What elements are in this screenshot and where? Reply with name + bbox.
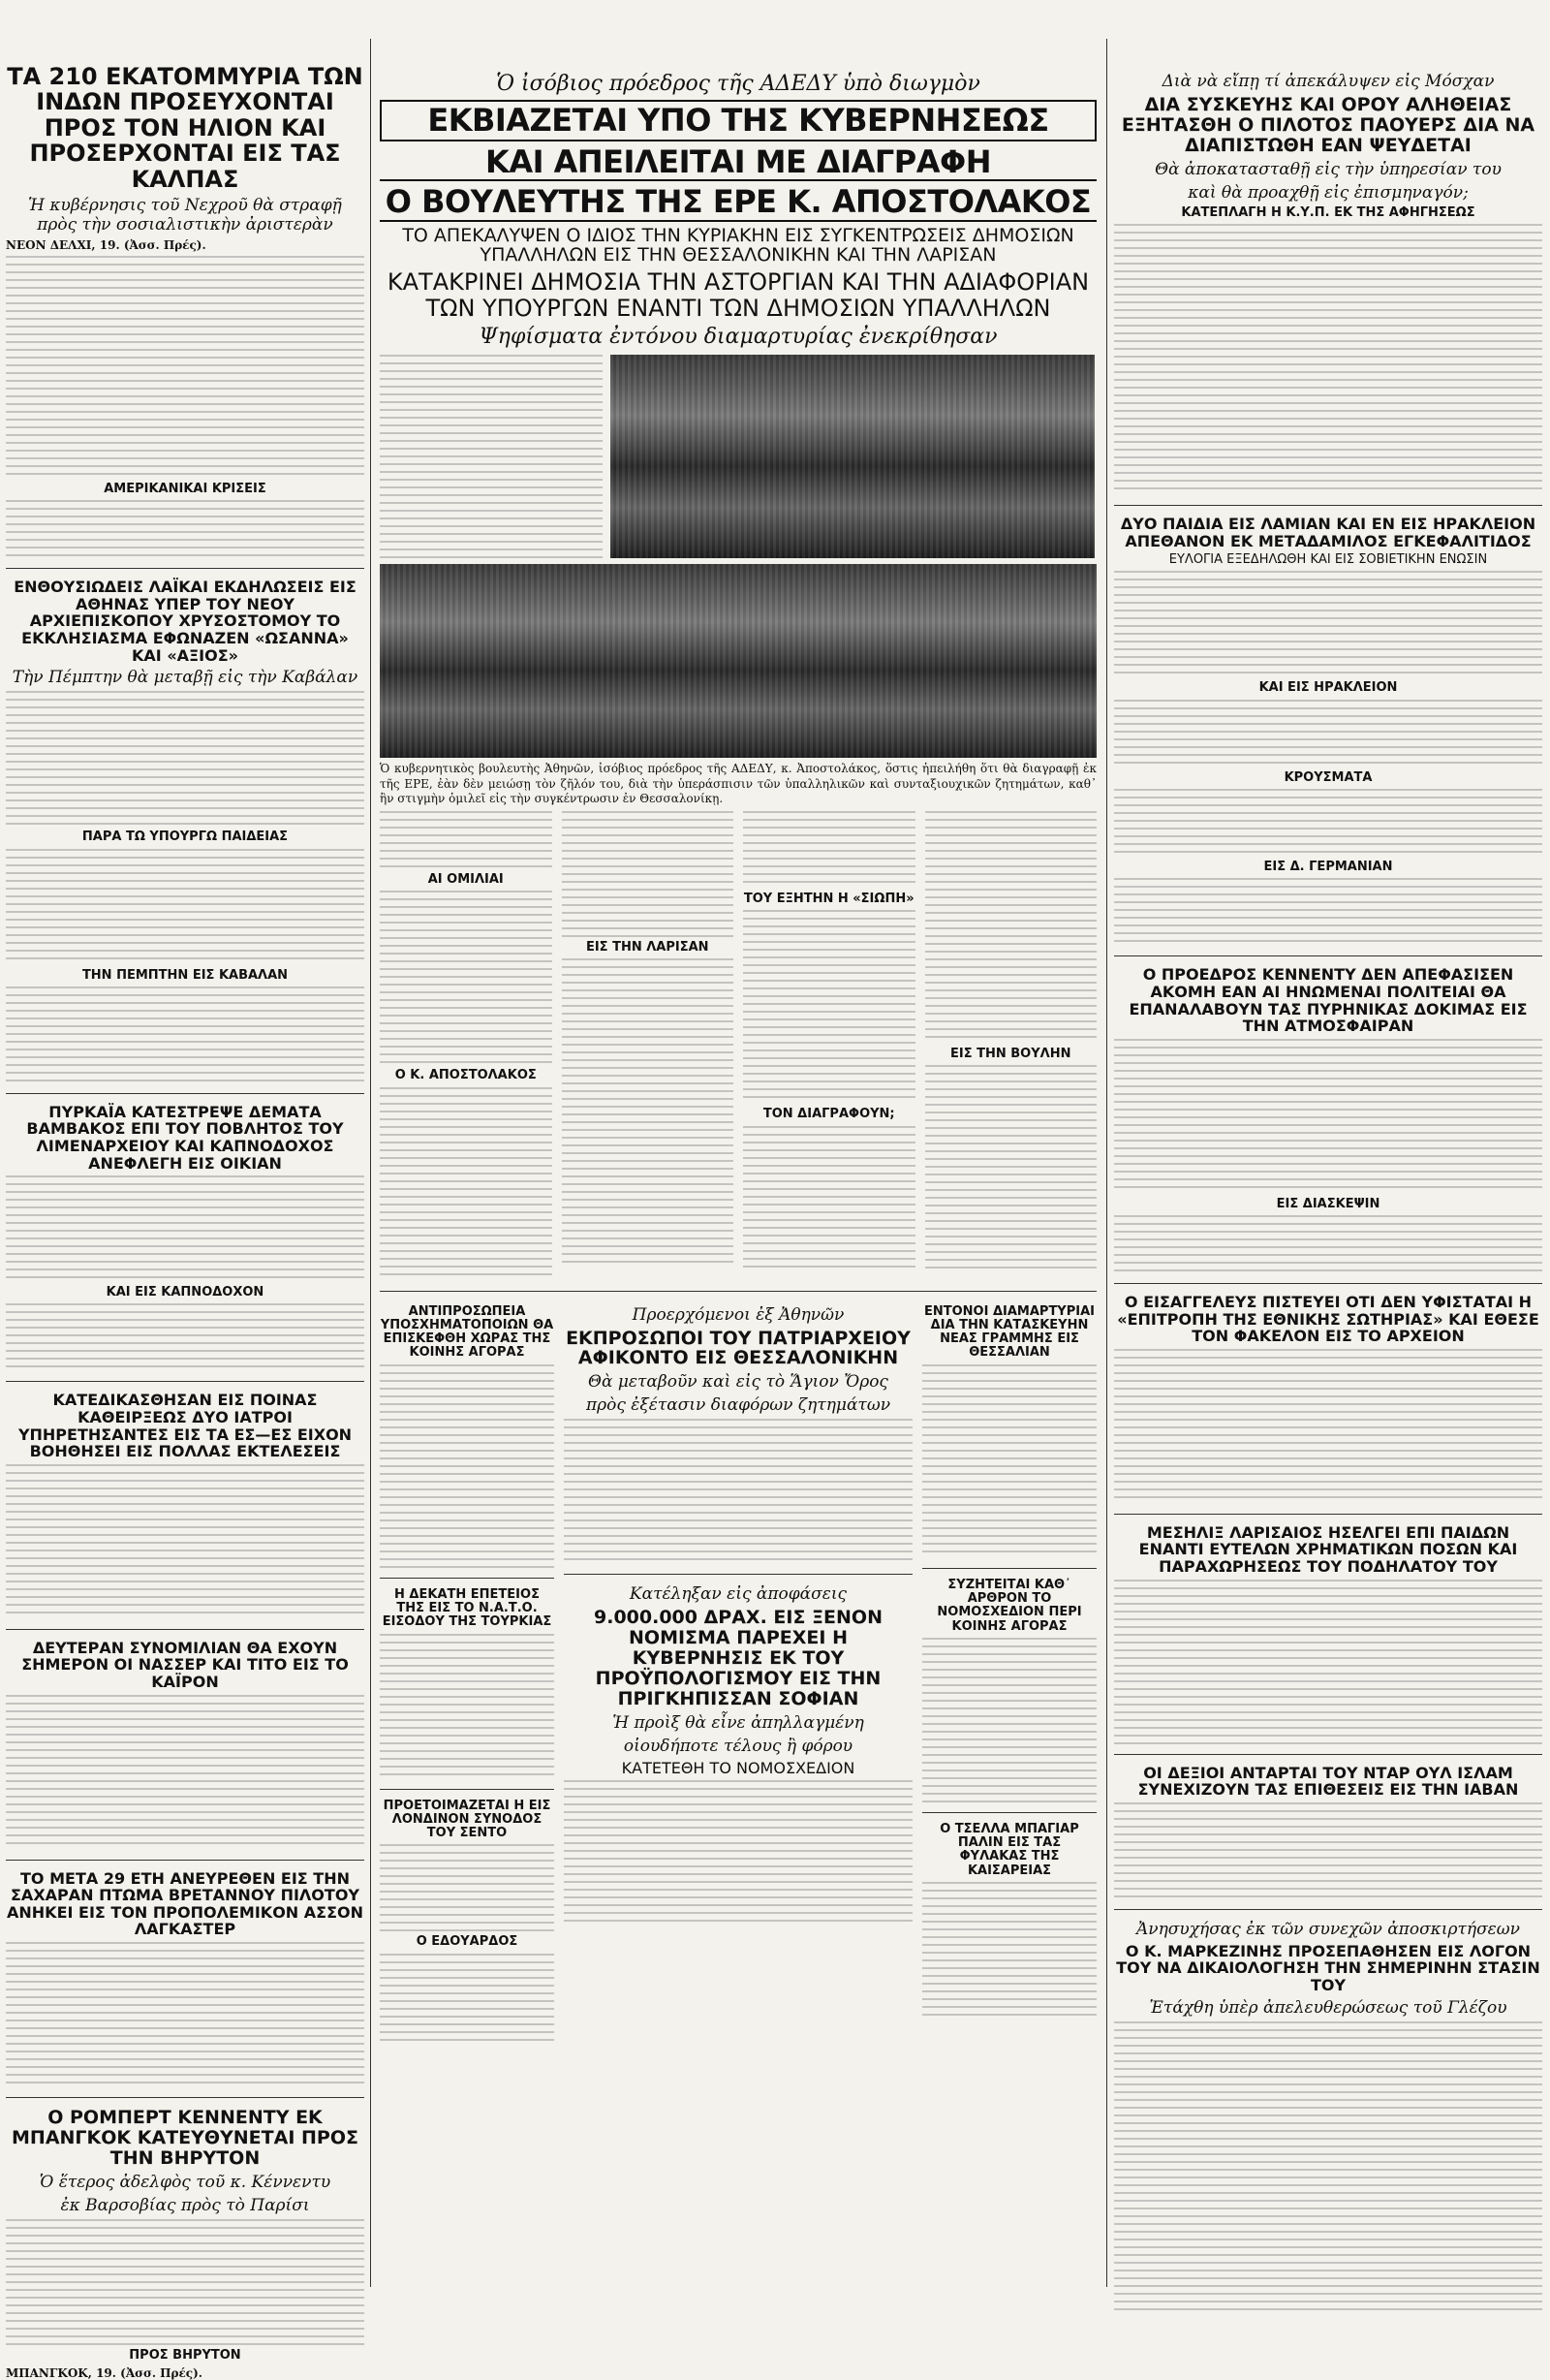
text-block [743,1126,915,1271]
right-article-1-headline: ΔΙΑ ΣΥΣΚΕΥΗΣ ΚΑΙ ΟΡΟΥ ΑΛΗΘΕΙΑΣ ΕΞΗΤΑΣΘΗ Ο ΠΙΛΟΤΟΣ ΠΑΟΥΕΡΣ ΔΙΑ ΝΑ ΔΙΑΠΙΣΤΩΘΗ ΕΑΝ ΨΕΥΔΕΤΑΙ [1121,94,1535,156]
divider [6,2097,364,2098]
lead-headline-3: Ο ΒΟΥΛΕΥΤΗΣ ΤΗΣ ΕΡΕ Κ. ΑΠΟΣΤΟΛΑΚΟΣ [380,185,1097,221]
section-heading: Ο ΕΔΟΥΑΡΔΟΣ [416,1934,518,1950]
divider [380,1578,554,1579]
text-block [380,355,603,558]
left-article-2-headline: ΕΝΘΟΥΣΙΩΔΕΙΣ ΛΑΪΚΑΙ ΕΚΔΗΛΩΣΕΙΣ ΕΙΣ ΑΘΗΝΑΣ ΥΠΕΡ ΤΟΥ ΝΕΟΥ ΑΡΧΙΕΠΙΣΚΟΠΟΥ ΧΡΥΣΟΣΤΟΜΟΥ ΤΟ ΕΚΚΛΗΣΙΑΣΜΑ ΕΦΩΝΑΖΕΝ «ΩΣΑΝΝΑ» ΚΑΙ «ΑΞΙΟΣ» [14,578,356,665]
text-block [564,1419,913,1564]
lower-center [380,1301,1097,2045]
left-article-2-subhead: Τὴν Πέμπτην θὰ μεταβῇ εἰς τὴν Καβάλαν [12,668,358,688]
section-heading: ΚΑΤΕΠΛΑΓΗ Η Κ.Υ.Π. ΕΚ ΤΗΣ ΑΦΗΓΗΣΕΩΣ [1181,204,1475,220]
left-article-6-headline: ΤΟ ΜΕΤΑ 29 ΕΤΗ ΑΝΕΥΡΕΘΕΝ ΕΙΣ ΤΗΝ ΣΑΧΑΡΑΝ ΠΤΩΜΑ ΒΡΕΤΑΝΝΟΥ ΠΙΛΟΤΟΥ ΑΝΗΚΕΙ ΕΙΣ ΤΟΝ ΠΡΟΠΟΛΕΜΙΚΟΝ ΑΣΣΟΝ ΛΑΓΚΑΣΤΕΡ [7,1868,363,1939]
lead-headline-1: ΕΚΒΙΑΖΕΤΑΙ ΥΠΟ ΤΗΣ ΚΥΒΕΡΝΗΣΕΩΣ [380,100,1097,141]
lead-col [743,811,915,1281]
text-block [925,811,1098,1044]
text-block [1114,571,1542,677]
lower-col-3 [922,1301,1097,2045]
article-headline: ΑΝΤΙΠΡΟΣΩΠΕΙΑ ΥΠΟΣΧΗΜΑΤΟΠΟΙΩΝ ΘΑ ΕΠΙΣΚΕΦΘΗ ΧΩΡΑΣ ΤΗΣ ΚΟΙΝΗΣ ΑΓΟΡΑΣ [380,1303,554,1361]
text-block [1114,1039,1542,1194]
dateline: ΝΕΟΝ ΔΕΛΧΙ, 19. (Ἀσσ. Πρές). [6,237,206,252]
text-block [380,1364,554,1568]
column-rule [370,39,371,2287]
text-block [6,1303,364,1371]
news-photo [610,355,1095,558]
right-article-7-headline: Ο Κ. ΜΑΡΚΕΖΙΝΗΣ ΠΡΟΣΕΠΑΘΗΣΕΝ ΕΙΣ ΛΟΓΟΝ ΤΟΥ ΝΑ ΔΙΚΑΙΟΛΟΓΗΣΗ ΤΗΝ ΣΗΜΕΡΙΝΗΝ ΣΤΑΣΙΝ ΤΟΥ [1116,1941,1540,1994]
section-heading: Ο Κ. ΑΠΟΣΤΟΛΑΚΟΣ [394,1068,537,1083]
section-heading: ΤΟΝ ΔΙΑΓΡΑΦΟΥΝ; [762,1107,895,1122]
text-block [6,2219,364,2345]
text-block [1114,1802,1542,1899]
article-subhead: Θὰ μεταβοῦν καὶ εἰς τὸ Ἅγιον Ὄρος [588,1372,888,1393]
left-column [6,0,364,2380]
left-article-7-subhead: ἐκ Βαρσοβίας πρὸς τὸ Παρίσι [60,2195,310,2215]
text-block [564,1780,913,1926]
section-heading: ΕΙΣ ΔΙΑΣΚΕΨΙΝ [1276,1196,1380,1211]
lead-kicker: Ὁ ἰσόβιος πρόεδρος τῆς ΑΔΕΔΥ ὑπὸ διωγμὸν [496,72,980,96]
right-article-5-headline: ΜΕΣΗΛΙΞ ΛΑΡΙΣΑΙΟΣ ΗΣΕΛΓΕΙ ΕΠΙ ΠΑΙΔΩΝ ΕΝΑΝΤΙ ΕΥΤΕΛΩΝ ΧΡΗΜΑΤΙΚΩΝ ΠΟΣΩΝ ΚΑΙ ΠΑΡΑΧΩΡΗΣΕΩΣ ΤΟΥ ΠΟΔΗΛΑΤΟΥ ΤΟΥ [1138,1522,1518,1576]
section-heading: ΕΙΣ ΤΗΝ ΛΑΡΙΣΑΝ [585,939,709,955]
section-heading: ΚΡΟΥΣΜΑΤΑ [1284,769,1373,785]
right-article-3-headline: Ο ΠΡΟΕΔΡΟΣ ΚΕΝΝΕΝΤΥ ΔΕΝ ΑΠΕΦΑΣΙΣΕΝ ΑΚΟΜΗ ΕΑΝ ΑΙ ΗΝΩΜΕΝΑΙ ΠΟΛΙΤΕΙΑΙ ΘΑ ΕΠΑΝΑΛΑΒΟΥΝ ΤΑΣ ΠΥΡΗΝΙΚΑΣ ΔΟΚΙΜΑΣ ΕΙΣ ΤΗΝ ΑΤΜΟΣΦΑΙΡΑΝ [1129,965,1528,1036]
divider [1114,1909,1542,1910]
article-subhead: πρὸς ἐξέτασιν διαφόρων ζητημάτων [585,1395,891,1416]
text-block [6,691,364,827]
right-article-1-kicker: Διὰ νὰ εἴπῃ τί ἀπεκάλυψεν εἰς Μόσχαν [1162,72,1495,91]
article-subhead: οἱουδήποτε τέλους ἢ φόρου [623,1736,853,1756]
text-block [922,1882,1097,2018]
section-heading: ΠΡΟΣ ΒΗΡΥΤΟΝ [129,2347,241,2363]
text-block [380,1844,554,1931]
article-headline: ΠΡΟΕΤΟΙΜΑΖΕΤΑΙ Η ΕΙΣ ΛΟΝΔΙΝΟΝ ΣΥΝΟΔΟΣ ΤΟΥ ΣΕΝΤΟ [383,1798,551,1841]
lead-deck-3: Ψηφίσματα ἐντόνου διαμαρτυρίας ἐνεκρίθησαν [479,325,998,350]
divider [6,1629,364,1630]
left-article-1-headline: ΤΑ 210 ΕΚΑΤΟΜΜΥΡΙΑ ΤΩΝ ΙΝΔΩΝ ΠΡΟΣΕΥΧΟΝΤΑΙ ΠΡΟΣ ΤΟΝ ΗΛΙΟΝ ΚΑΙ ΠΡΟΣΕΡΧΟΝΤΑΙ ΕΙΣ ΤΑΣ ΚΑΛΠΑΣ [7,63,363,193]
text-block [743,811,915,889]
left-article-7-subhead: Ὁ ἕτερος ἀδελφὸς τοῦ κ. Κέννεντυ [39,2172,331,2192]
text-block [743,910,915,1104]
lower-col-1 [380,1301,554,2045]
divider [6,1381,364,1382]
dateline: ΜΠΑΝΓΚΟΚ, 19. (Ἀσσ. Πρές). [6,2365,202,2380]
text-block [380,891,552,1065]
left-article-1-subhead: Ἡ κυβέρνησις τοῦ Νεχροῦ θὰ στραφῇ πρὸς τὴν σοσιαλιστικὴν ἀριστερὰν [28,195,342,235]
divider [380,1291,1097,1292]
divider [922,1568,1097,1569]
text-block [562,811,734,937]
text-block [6,256,364,479]
text-block [6,1175,364,1282]
article-headline: ΕΚΠΡΟΣΩΠΟΙ ΤΟΥ ΠΑΤΡΙΑΡΧΕΙΟΥ ΑΦΙΚΟΝΤΟ ΕΙΣ ΘΕΣΣΑΛΟΝΙΚΗΝ [566,1327,911,1369]
left-article-5-headline: ΔΕΥΤΕΡΑΝ ΣΥΝΟΜΙΛΙΑΝ ΘΑ ΕΧΟΥΝ ΣΗΜΕΡΟΝ ΟΙ ΝΑΣΣΕΡ ΚΑΙ ΤΙΤΟ ΕΙΣ ΤΟ ΚΑΪΡΟΝ [21,1638,349,1692]
lead-headline-2: ΚΑΙ ΑΠΕΙΛΕΙΤΑΙ ΜΕ ΔΙΑΓΡΑΦΗ [380,145,1097,181]
crowd-photo [380,564,1097,758]
text-block [6,500,364,558]
right-column [1114,0,1542,2316]
text-block [1114,878,1542,946]
text-block [562,958,734,1268]
section-heading: ΑΜΕΡΙΚΑΝΙΚΑΙ ΚΡΙΣΕΙΣ [104,481,266,496]
section-heading: ΑΙ ΟΜΙΛΙΑΙ [427,871,504,887]
text-block [1114,224,1542,495]
text-block [1114,789,1542,857]
lead-columns [380,811,1097,1281]
lead-deck-1: ΤΟ ΑΠΕΚΑΛΥΨΕΝ Ο ΙΔΙΟΣ ΤΗΝ ΚΥΡΙΑΚΗΝ ΕΙΣ ΣΥΓΚΕΝΤΡΩΣΕΙΣ ΔΗΜΟΣΙΩΝ ΥΠΑΛΛΗΛΩΝ ΕΙΣ ΤΗΝ ΘΕΣΣΑΛΟΝΙΚΗΝ ΚΑΙ ΤΗΝ ΛΑΡΙΣΑΝ [402,224,1074,266]
text-block [1114,700,1542,767]
text-block [380,811,552,869]
lead-body-row [380,355,1097,558]
divider [1114,505,1542,506]
text-block [1114,1215,1542,1273]
divider [6,1860,364,1861]
text-block [6,849,364,965]
article-headline: Η ΔΕΚΑΤΗ ΕΠΕΤΕΙΟΣ ΤΗΣ ΕΙΣ ΤΟ Ν.Α.Τ.Ο. ΕΙΣΟΔΟΥ ΤΗΣ ΤΟΥΡΚΙΑΣ [382,1586,552,1630]
center-column [380,0,1097,2045]
divider [1114,955,1542,956]
text-block [6,1464,364,1619]
section-heading: ΚΑΙ ΕΙΣ ΗΡΑΚΛΕΙΟΝ [1258,680,1398,696]
lead-col [562,811,734,1281]
right-article-6-headline: ΟΙ ΔΕΞΙΟΙ ΑΝΤΑΡΤΑΙ ΤΟΥ ΝΤΑΡ ΟΥΛ ΙΣΛΑΜ ΣΥΝΕΧΙΖΟΥΝ ΤΑΣ ΕΠΙΘΕΣΕΙΣ ΕΙΣ ΤΗΝ ΙΑΒΑΝ [1137,1763,1519,1800]
lead-col [925,811,1098,1281]
right-article-7-kicker: Ἀνησυχήσας ἐκ τῶν συνεχῶν ἀποσκιρτήσεων [1135,1919,1521,1939]
section-heading: ΤΗΝ ΠΕΜΠΤΗΝ ΕΙΣ ΚΑΒΑΛΑΝ [81,967,289,983]
article-kicker: Κατέληξαν εἰς ἀποφάσεις [629,1584,848,1605]
article-headline: ΕΝΤΟΝΟΙ ΔΙΑΜΑΡΤΥΡΙΑΙ ΔΙΑ ΤΗΝ ΚΑΤΑΣΚΕΥΗΝ ΝΕΑΣ ΓΡΑΜΜΗΣ ΕΙΣ ΘΕΣΣΑΛΙΑΝ [923,1303,1095,1361]
text-block [6,1942,364,2087]
right-article-1-subhead: Θὰ ἀποκατασταθῇ εἰς τὴν ὑπηρεσίαν του [1155,159,1502,179]
divider [380,1789,554,1790]
section-heading: ΚΑΙ ΕΙΣ ΚΑΠΝΟΔΟΧΟΝ [106,1285,264,1300]
divider [1114,1514,1542,1515]
divider [922,1812,1097,1813]
divider [6,568,364,569]
right-article-2-headline: ΔΥΟ ΠΑΙΔΙΑ ΕΙΣ ΛΑΜΙΑΝ ΚΑΙ ΕΝ ΕΙΣ ΗΡΑΚΛΕΙΟΝ ΑΠΕΘΑΝΟΝ ΕΚ ΜΕΤΑΔΑΜΙΛΟΣ ΕΓΚΕΦΑΛΙΤΙΔΟΣ [1120,514,1536,550]
divider [6,1093,364,1094]
left-article-7-headline: Ο ΡΟΜΠΕΡΤ ΚΕΝΝΕΝΤΥ ΕΚ ΜΠΑΝΓΚΟΚ ΚΑΤΕΥΘΥΝΕΤΑΙ ΠΡΟΣ ΤΗΝ ΒΗΡΥΤΟΝ [12,2107,358,2169]
right-article-1-subhead: καὶ θὰ προαχθῇ εἰς ἐπισμηναγόν; [1188,182,1469,203]
column-rule [1106,39,1107,2287]
lead-col [380,811,552,1281]
right-article-2-subhead: ΕΥΛΟΓΙΑ ΕΞΕΔΗΛΩΘΗ ΚΑΙ ΕΙΣ ΣΟΒΙΕΤΙΚΗΝ ΕΝΩΣΙΝ [1168,552,1488,568]
left-article-4-headline: ΚΑΤΕΔΙΚΑΣΘΗΣΑΝ ΕΙΣ ΠΟΙΝΑΣ ΚΑΘΕΙΡΞΕΩΣ ΔΥΟ ΙΑΤΡΟΙ ΥΠΗΡΕΤΗΣΑΝΤΕΣ ΕΙΣ ΤΑ ΕΣ—ΕΣ ΕΙΧΟΝ ΒΟΗΘΗΣΕΙ ΕΙΣ ΠΟΛΛΑΣ ΕΚΤΕΛΕΣΕΙΣ [17,1391,353,1461]
divider [564,1574,913,1575]
text-block [380,1087,552,1281]
text-block [1114,2021,1542,2312]
right-article-7-subhead: Ἐτάχθη ὑπὲρ ἀπελευθερώσεως τοῦ Γλέζου [1149,1997,1507,2018]
text-block [922,1638,1097,1802]
lead-deck-2: ΚΑΤΑΚΡΙΝΕΙ ΔΗΜΟΣΙΑ ΤΗΝ ΑΣΤΟΡΓΙΑΝ ΚΑΙ ΤΗΝ ΑΔΙΑΦΟΡΙΑΝ ΤΩΝ ΥΠΟΥΡΓΩΝ ΕΝΑΝΤΙ ΤΩΝ ΔΗΜΟΣΙΩΝ ΥΠΑΛΛΗΛΩΝ [387,268,1090,322]
article-headline: ΣΥΖΗΤΕΙΤΑΙ ΚΑΘ᾽ ΑΡΘΡΟΝ ΤΟ ΝΟΜΟΣΧΕΔΙΟΝ ΠΕΡΙ ΚΟΙΝΗΣ ΑΓΟΡΑΣ [937,1577,1082,1634]
text-block [922,1364,1097,1558]
section-heading: ΕΙΣ ΤΗΝ ΒΟΥΛΗΝ [950,1046,1071,1061]
text-block [1114,1580,1542,1744]
lead-text [380,355,603,558]
lower-col-2 [564,1301,913,2045]
text-block [1114,1349,1542,1504]
right-article-4-headline: Ο ΕΙΣΑΓΓΕΛΕΥΣ ΠΙΣΤΕΥΕΙ ΟΤΙ ΔΕΝ ΥΦΙΣΤΑΤΑΙ Η «ΕΠΙΤΡΟΠΗ ΤΗΣ ΕΘΝΙΚΗΣ ΣΩΤΗΡΙΑΣ» ΚΑΙ ΕΘΕΣΕ ΤΟΝ ΦΑΚΕΛΟΝ ΕΙΣ ΤΟ ΑΡΧΕΙΟΝ [1117,1293,1539,1346]
photo-caption: Ὁ κυβερνητικὸς βουλευτὴς Ἀθηνῶν, ἰσόβιος πρόεδρος τῆς ΑΔΕΔΥ, κ. Ἀποστολάκος, ὅστις ἠπειλήθη ὅτι θὰ διαγραφῇ ἐκ τῆς ΕΡΕ, ἐὰν δὲν μειώσῃ τὸν ζῆλόν του, διὰ τὴν ὑπεράσπισιν τῶν ὑπαλληλικῶν καὶ συνταξιουχικῶν ζητημάτων, καθ᾽ ἣν στιγμὴν ὁμιλεῖ εἰς τὴν συγκέντρωσιν ἐν Θεσσαλονίκῃ. [380,762,1097,806]
text-block [6,986,364,1083]
text-block [380,1634,554,1779]
article-kicker: Προερχόμενοι ἐξ Ἀθηνῶν [632,1304,845,1325]
section-heading: ΤΟΥ ΕΞΗΤΗΝ Η «ΣΙΩΠΗ» [743,891,914,906]
section-heading: ΕΙΣ Δ. ΓΕΡΜΑΝΙΑΝ [1263,860,1393,875]
left-article-3-headline: ΠΥΡΚΑΪΑ ΚΑΤΕΣΤΡΕΨΕ ΔΕΜΑΤΑ ΒΑΜΒΑΚΟΣ ΕΠΙ ΤΟΥ ΠΟΒΛΗΤΟΣ ΤΟΥ ΛΙΜΕΝΑΡΧΕΙΟΥ ΚΑΙ ΚΑΠΝΟΔΟΧΟΣ ΑΝΕΦΛΕΓΗ ΕΙΣ ΟΙΚΙΑΝ [26,1102,344,1173]
article-headline: 9.000.000 ΔΡΑΧ. ΕΙΣ ΞΕΝΟΝ ΝΟΜΙΣΜΑ ΠΑΡΕΧΕΙ Η ΚΥΒΕΡΝΗΣΙΣ ΕΚ ΤΟΥ ΠΡΟΫΠΟΛΟΓΙΣΜΟΥ ΕΙΣ ΤΗΝ ΠΡΙΓΚΗΠΙΣΣΑΝ ΣΟΦΙΑΝ [594,1607,883,1709]
text-block [925,1065,1098,1268]
divider [1114,1283,1542,1284]
divider [1114,1754,1542,1755]
article-headline: Ο ΤΣΕΛΛΑ ΜΠΑΓΙΑΡ ΠΑΛΙΝ ΕΙΣ ΤΑΣ ΦΥΛΑΚΑΣ ΤΗΣ ΚΑΙΣΑΡΕΙΑΣ [940,1821,1079,1878]
article-subhead: ΚΑΤΕΤΕΘΗ ΤΟ ΝΟΜΟΣΧΕΔΙΟΝ [621,1758,855,1777]
text-block [6,1695,364,1850]
article-subhead: Ἡ προὶξ θὰ εἶνε ἀπηλλαγμένη [612,1712,864,1733]
section-heading: ΠΑΡΑ ΤΩ ΥΠΟΥΡΓΩ ΠΑΙΔΕΙΑΣ [81,830,289,845]
text-block [380,1954,554,2041]
